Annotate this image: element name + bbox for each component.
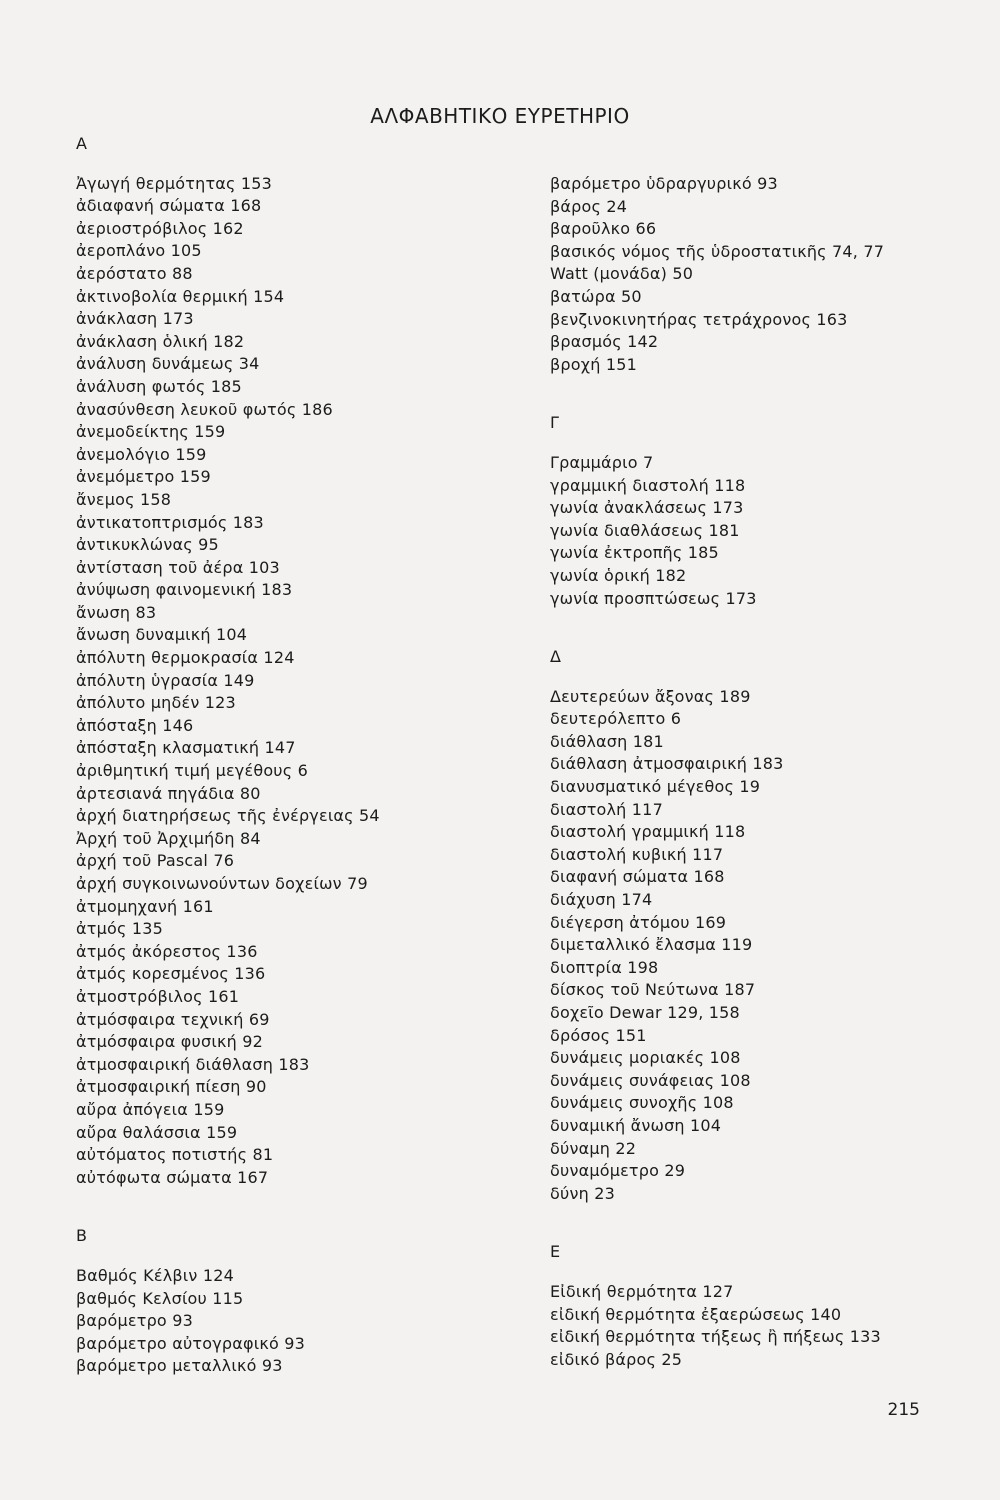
index-entry: γωνία ὁρική 182 [550, 565, 687, 585]
index-entry: βάρος 24 [550, 196, 628, 216]
index-entry: ἄνωση δυναμική 104 [76, 625, 248, 645]
index-entry: Δευτερεύων ἄξονας 189 [550, 686, 751, 706]
index-entry: διανυσματικό μέγεθος 19 [550, 777, 761, 797]
section-epsilon-entries [550, 1281, 970, 1371]
index-entry: γωνία προσπτώσεως 173 [550, 588, 757, 608]
index-entry: ἀρτεσιανά πηγάδια 80 [76, 783, 261, 803]
section-letter-alpha: Α [76, 134, 87, 153]
index-entry: εἰδική θερμότητα ἐξαερώσεως 140 [550, 1304, 842, 1324]
index-entry: δρόσος 151 [550, 1025, 647, 1045]
index-entry: ἀτμός 135 [76, 919, 163, 939]
right-column [550, 173, 970, 1371]
index-entry: εἰδική θερμότητα τήξεως ἢ πήξεως 133 [550, 1327, 881, 1347]
index-entry: αὐτόφωτα σώματα 167 [76, 1167, 269, 1187]
index-entry: δύναμη 22 [550, 1138, 637, 1158]
index-entry: βενζινοκινητήρας τετράχρονος 163 [550, 309, 848, 329]
index-entry: ἀκτινοβολία θερμική 154 [76, 286, 285, 306]
page-title: ΑΛΦΑΒΗΤΙΚΟ ΕΥΡΕΤΗΡΙΟ [370, 104, 630, 128]
index-entry: ἀνεμολόγιο 159 [76, 444, 207, 464]
index-entry: ἀνάλυση δυνάμεως 34 [76, 354, 260, 374]
index-entry: βροχή 151 [550, 354, 637, 374]
index-entry: ἀερόστατο 88 [76, 263, 193, 283]
index-entry: ἄνεμος 158 [76, 489, 172, 509]
index-entry: βαρόμετρο ὑδραργυρικό 93 [550, 174, 778, 193]
index-entry: ἄνωση 83 [76, 602, 157, 622]
index-entry: ἀντικατοπτρισμός 183 [76, 512, 264, 532]
index-entry: ἀριθμητική τιμή μεγέθους 6 [76, 761, 309, 781]
index-entry: αὐτόματος ποτιστής 81 [76, 1145, 274, 1165]
index-entry: ἀτμοσφαιρική πίεση 90 [76, 1077, 267, 1097]
index-entry: ἀπόσταξη 146 [76, 715, 194, 735]
index-entry: ἀρχή διατηρήσεως τῆς ἐνέργειας 54 [76, 806, 380, 826]
index-entry: ἀτμός κορεσμένος 136 [76, 964, 266, 984]
index-entry: δυνάμεις συνάφειας 108 [550, 1070, 751, 1090]
index-entry: αὔρα ἀπόγεια 159 [76, 1099, 225, 1119]
index-entry: ἀνύψωση φαινομενική 183 [76, 580, 293, 600]
index-entry: βαροῦλκο 66 [550, 219, 657, 239]
index-entry: ἀπόλυτη θερμοκρασία 124 [76, 648, 295, 668]
index-entry: γωνία διαθλάσεως 181 [550, 520, 740, 540]
index-entry: ἀνάκλαση ὁλική 182 [76, 331, 245, 351]
page-number: 215 [887, 1400, 920, 1420]
index-entry: ἀτμοστρόβιλος 161 [76, 986, 240, 1006]
index-entry: διάχυση 174 [550, 890, 653, 910]
index-entry: βαθμός Κελσίου 115 [76, 1288, 244, 1308]
index-entry: ἀνεμοδείκτης 159 [76, 422, 226, 442]
index-entry: ἀνάλυση φωτός 185 [76, 376, 242, 396]
index-entry: ἀπόσταξη κλασματική 147 [76, 738, 296, 758]
index-entry: διοπτρία 198 [550, 957, 659, 977]
index-entry: βατώρα 50 [550, 286, 642, 306]
index-entry: ἀτμός ἀκόρεστος 136 [76, 941, 258, 961]
index-entry: ἀτμομηχανή 161 [76, 896, 214, 916]
index-entry: ἀτμόσφαιρα φυσική 92 [76, 1032, 263, 1052]
index-entry: ἀπόλυτη ὑγρασία 149 [76, 670, 255, 690]
index-entry: δίσκος τοῦ Νεύτωνα 187 [550, 980, 756, 1000]
index-entry: γραμμική διαστολή 118 [550, 475, 746, 495]
index-entry: ἀδιαφανή σώματα 168 [76, 196, 262, 216]
index-entry: βαρόμετρο αὐτογραφικό 93 [76, 1333, 306, 1353]
index-entry: ἀνεμόμετρο 159 [76, 467, 211, 487]
index-entry: Ἀρχή τοῦ Ἀρχιμήδη 84 [76, 828, 261, 848]
index-entry: Βαθμός Κέλβιν 124 [76, 1265, 234, 1285]
section-beta-entries [76, 1265, 496, 1378]
index-entry: διαστολή γραμμική 118 [550, 822, 746, 842]
index-entry: ἀτμόσφαιρα τεχνική 69 [76, 1009, 270, 1029]
section-alpha-entries [76, 173, 496, 1190]
section-gamma-entries [550, 452, 970, 610]
index-entry: βασικός νόμος τῆς ὑδροστατικῆς 74, 77 [550, 241, 885, 261]
index-entry: ἀντίσταση τοῦ ἀέρα 103 [76, 557, 280, 577]
index-entry: διαστολή κυβική 117 [550, 844, 724, 864]
index-entry: Watt (μονάδα) 50 [550, 264, 694, 284]
index-entry: αὔρα θαλάσσια 159 [76, 1122, 238, 1142]
section-letter-gamma: Γ [550, 413, 559, 433]
index-entry: διάθλαση ἀτμοσφαιρική 183 [550, 754, 784, 774]
index-entry: ἀπόλυτο μηδέν 123 [76, 693, 236, 713]
index-entry: διαστολή 117 [550, 799, 663, 819]
index-entry: Εἰδική θερμότητα 127 [550, 1281, 734, 1301]
index-entry: δυνάμεις συνοχῆς 108 [550, 1093, 734, 1113]
index-entry: δύνη 23 [550, 1183, 615, 1203]
index-entry: δυναμική ἄνωση 104 [550, 1115, 722, 1135]
index-entry: διαφανή σώματα 168 [550, 867, 725, 887]
index-entry: ἀντικυκλώνας 95 [76, 535, 219, 555]
index-entry: δοχεῖο Dewar 129, 158 [550, 1003, 740, 1022]
index-entry: ἀεροπλάνο 105 [76, 241, 202, 261]
index-entry: γωνία ἀνακλάσεως 173 [550, 498, 744, 518]
index-entry: βρασμός 142 [550, 332, 659, 352]
left-column [76, 133, 496, 1378]
index-entry: δυνάμεις μοριακές 108 [550, 1048, 741, 1068]
index-entry: ἀνασύνθεση λευκοῦ φωτός 186 [76, 399, 333, 419]
index-entry: εἰδικό βάρος 25 [550, 1349, 683, 1369]
index-entry: δευτερόλεπτο 6 [550, 709, 682, 729]
index-entry: ἀρχή συγκοινωνούντων δοχείων 79 [76, 874, 368, 893]
index-entry: βαρόμετρο μεταλλικό 93 [76, 1356, 283, 1376]
index-entry: διάθλαση 181 [550, 731, 664, 751]
index-entry: διέγερση ἀτόμου 169 [550, 912, 727, 932]
section-delta-entries [550, 686, 970, 1206]
index-entry: βαρόμετρο 93 [76, 1311, 193, 1331]
index-entry: δυναμόμετρο 29 [550, 1161, 686, 1181]
section-letter-epsilon: Ε [550, 1242, 561, 1262]
index-entry: ἀτμοσφαιρική διάθλαση 183 [76, 1054, 310, 1074]
section-letter-beta: Β [76, 1226, 87, 1246]
index-entry: ἀεριοστρόβιλος 162 [76, 218, 244, 238]
section-letter-delta: Δ [550, 647, 561, 667]
section-beta-continued-entries [550, 173, 970, 376]
index-entry: Γραμμάριο 7 [550, 452, 654, 472]
index-entry: ἀνάκλαση 173 [76, 309, 194, 329]
index-entry: διμεταλλικό ἔλασμα 119 [550, 935, 753, 955]
index-entry: γωνία ἐκτροπῆς 185 [550, 543, 719, 563]
index-entry: Ἀγωγή θερμότητας 153 [76, 173, 273, 193]
index-entry: ἀρχή τοῦ Pascal 76 [76, 851, 235, 871]
